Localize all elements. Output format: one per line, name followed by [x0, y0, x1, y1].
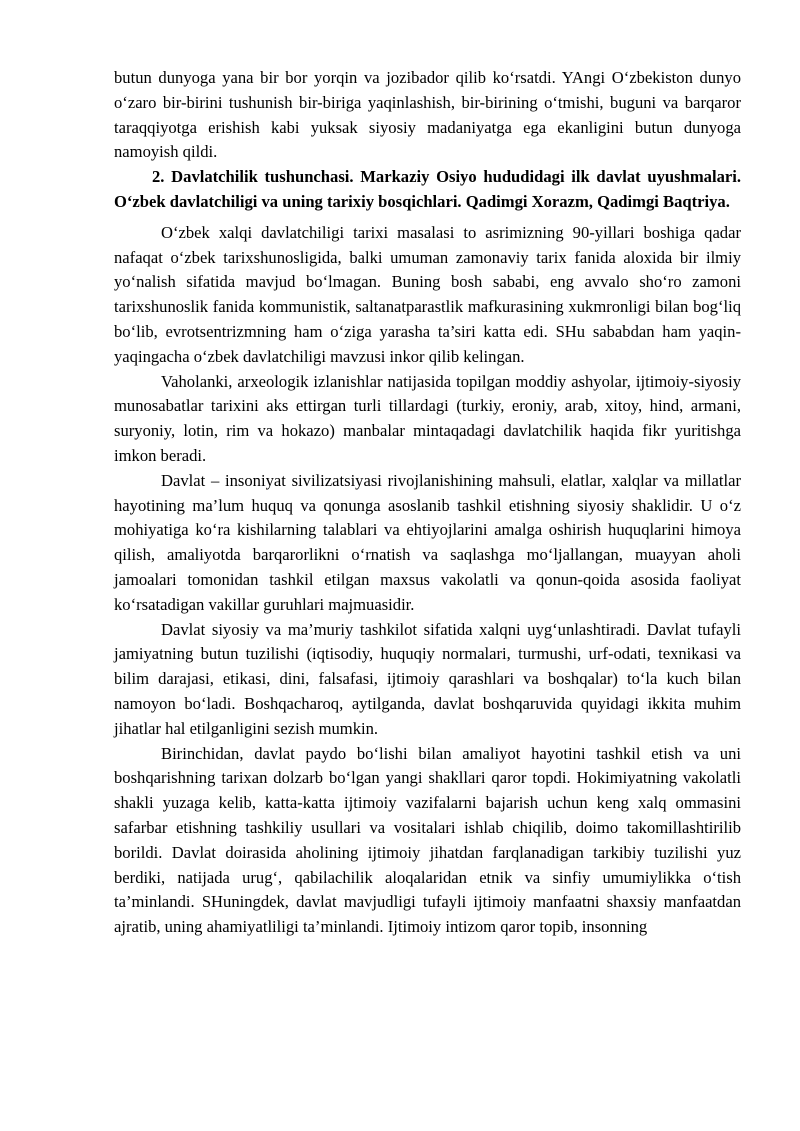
document-page: [114, 66, 741, 940]
paragraph: Davlat – insoniyat sivilizatsiyasi rivojlanishining mahsuli, elatlar, xalqlar va millatlar hayotining ma’lum huquq va qonunga asoslanib tashkil etishning siyosiy shaklidir. U o‘z mohiyatiga ko‘ra kishilarning talablari va ehtiyojlarini amalga oshirish huquqlarini himoya qilish, amaliyotda barqarorlikni o‘rnatish va saqlashga mo‘ljallangan, muayyan aholi jamoalari tomonidan tashkil etilgan maxsus vakolatli va qonun-qoida asosida faoliyat ko‘rsatadigan vakillar guruhlari majmuasidir.: [114, 470, 741, 614]
paragraph: Vaholanki, arxeologik izlanishlar natijasida topilgan moddiy ashyolar, ijtimoiy-siyosiy munosabatlar tarixini aks ettirgan turli tillardagi (turkiy, eroniy, arab, xitoy, hind, armani, suryoniy, lotin, rim va hokazo) manbalar mintaqadagi davlatchilik haqida fikr yuritishga imkon beradi.: [114, 371, 741, 465]
paragraph: O‘zbek xalqi davlatchiligi tarixi masalasi to asrimizning 90-yillari boshiga qadar nafaqat o‘zbek tarixshunosligida, balki umuman zamonaviy tarix fanida aloxida bir ilmiy yo‘nalish sifatida mavjud bo‘lmagan. Buning bosh sababi, eng avvalo sho‘ro zamoni tarixshunoslik fanida kommunistik, saltanatparastlik mafkurasining xukmronligi bilan bog‘liq bo‘lib, evrotsentrizmning ham o‘ziga yarasha ta’siri katta edi. SHu sababdan ham yaqin-yaqingacha o‘zbek davlatchiligi mavzusi inkor qilib kelingan.: [114, 222, 741, 366]
paragraph: Davlat siyosiy va ma’muriy tashkilot sifatida xalqni uyg‘unlashtiradi. Davlat tufayli jamiyatning butun tuzilishi (iqtisodiy, huquqiy normalari, turmushi, urf-odati, texnikasi va bilim darajasi, etikasi, dini, falsafasi, ijtimoiy qarashlari va boshqalar) to‘la kuch bilan namoyon bo‘ladi. Boshqacharoq, aytilganda, davlat boshqaruvida quyidagi ikkita muhim jihatlar hal etilganligini sezish mumkin.: [114, 619, 741, 738]
section-heading: 2. Davlatchilik tushunchasi. Markaziy Osiyo hududidagi ilk davlat uyushmalari. O‘zbek davlatchiligi va uning tarixiy bosqichlari. Qadimgi Xorazm, Qadimgi Baqtriya.: [114, 167, 741, 211]
paragraph-continuation: butun dunyoga yana bir bor yorqin va jozibador qilib ko‘rsatdi. YAngi O‘zbekiston dunyo o‘zaro bir-birini tushunish bir-biriga yaqinlashish, bir-birining o‘tmishi, buguni va barqaror taraqqiyotga erishish kabi yuksak siyosiy madaniyatga ega ekanligini butun dunyoga namoyish qildi.: [114, 68, 741, 162]
paragraph: Birinchidan, davlat paydo bo‘lishi bilan amaliyot hayotini tashkil etish va uni boshqarishning tarixan dolzarb bo‘lgan yangi shakllari qaror topdi. Hokimiyatning vakolatli shakli yuzaga kelib, katta-katta ijtimoiy vazifalarni bajarish uchun keng xalq ommasini safarbar etishning tashkiliy usullari va vositalari ishlab chiqilib, doimo takomillashtirilib borildi. Davlat doirasida aholining ijtimoiy jihatdan farqlanadigan tarkibiy tuzilishi yuz berdiki, natijada urug‘, qabilachilik aloqalaridan etnik va sinfiy umumiylikka o‘tish ta’minlandi. SHuningdek, davlat mavjudligi tufayli ijtimoiy manfaatni shaxsiy manfaatdan ajratib, uning ahamiyatliligi ta’minlandi. Ijtimoiy intizom qaror topib, insonning: [114, 743, 741, 937]
